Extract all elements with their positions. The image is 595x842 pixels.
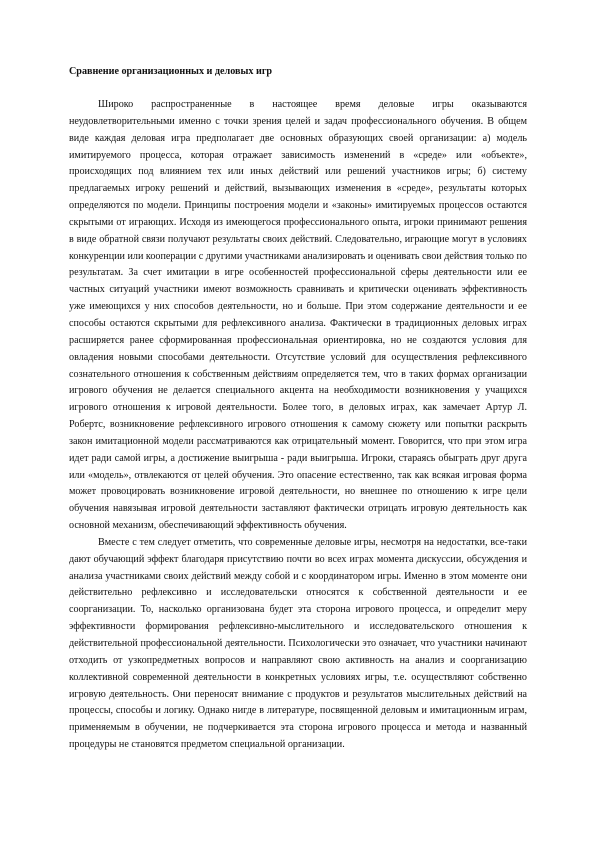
paragraph-2: Вместе с тем следует отметить, что современные деловые игры, несмотря на недостатки, все-таки дают обучающий эффект благодаря присутствию почти во всех играх момента дискуссии, обсуждения и анализа участниками своих действий между собой и с координатором игры. Именно в этом моменте они действительно рефлексивно и исследовательски относятся к собственной деятельности и ее соорганизации. То, насколько организована будет эта сторона игрового процесса, и определит меру эффективности формирования рефлексивно-мыслительного и исследовательского отношения к действительной профессиональной деятельности. Психологически это означает, что участники начинают отходить от узкопредметных вопросов и направляют свою активность на анализ и соорганизацию коллективной современной деятельности в конкретных условиях игры, т.е. осуществляют собственно игровую деятельность. Они переносят внимание с продуктов и результатов мыслительных действий на процессы, способы и логику. Однако нигде в литературе, посвященной деловым и имитационным играм, применяемым в обучении, не подчеркивается эта сторона игрового процесса и метода и названный процедуры не становятся предметом специальной организации. xyxy=(69,536,527,751)
document-title: Сравнение организационных и деловых игр xyxy=(69,66,273,77)
paragraph-1: Широко распространенные в настоящее время деловые игры оказываются неудовлетворительными именно с точки зрения целей и задач профессионального обучения. В общем виде каждая деловая игра предполагает две основных образующих своей организации: а) модель имитируемого процесса, которая отражает зависимость изменений в «среде» или «объекте», происходящих под влиянием тех или иных действий или решений участников игры; б) систему предлагаемых игроку решений и действий, вызывающих изменения в «среде», результаты которых определяются по модели. Принципы построения модели и «законы» имитируемых процессов остаются скрытыми от играющих. Исходя из имеющегося профессионального опыта, игроки принимают решения в виде обратной связи получают результаты своих действий. Следовательно, играющие могут в условиях конкуренции или кооперации с другими участниками анализировать и оценивать свои действия только по результатам. За счет имитации в игре особенностей профессиональной сферы деятельности или ее частных ситуаций участники имеют возможность сравнивать и критически оценивать эффективность уже имеющихся у них способов деятельности, но и больше. При этом содержание деятельности и ее способы остаются скрытыми для рефлексивного анализа. Фактически в традиционных деловых играх расширяется ранее сформированная профессиональная ориентировка, но не создаются условия для овладения новыми способами деятельности. Отсутствие условий для осуществления рефлексивного сознательного отношения к собственным действиям определяется тем, что в таких формах организации игрового обучения не делается специального акцента на необходимости возникновения у учащихся игрового отношения к игровой деятельности. Более того, в деловых играх, как замечает Артур Л. Робертс, возникновение рефлексивного игрового отношения к самому сюжету или попытки раскрыть закон имитационной модели рассматриваются как отрицательный момент. Говорится, что при этом игра идет ради самой игры, а достижение выигрыша - ради выигрыша. Игроки, стараясь обыграть друг друга или «модель», отвлекаются от целей обучения. Это опасение естественно, так как всякая игровая форма может провоцировать возникновение игровой деятельности, но внешнее по отношению к игре цели обучения навязывая игровой деятельности заставляют фактически отрицать игровую деятельность как основной механизм, обеспечивающий эффективность обучения. xyxy=(69,99,527,532)
document-page xyxy=(69,64,527,754)
